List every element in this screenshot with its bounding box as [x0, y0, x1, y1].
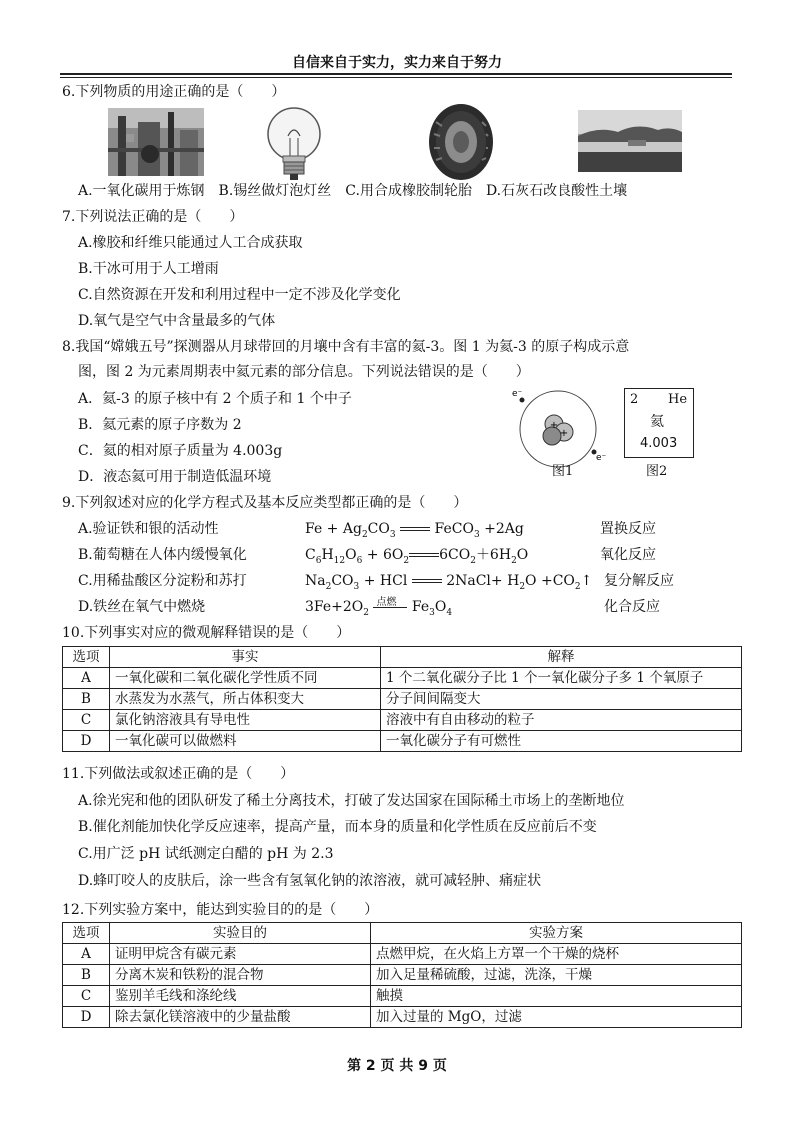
- table-header: 选项: [63, 647, 110, 668]
- blast-furnace-photo: [108, 108, 204, 176]
- q6-stem: 6.下列物质的用途正确的是（ ）: [62, 84, 286, 100]
- table-cell: 触摸: [371, 986, 742, 1007]
- q7-option-d: D.氧气是空气中含量最多的气体: [78, 313, 276, 329]
- table-cell: 一氧化碳和二氧化碳化学性质不同: [110, 668, 381, 689]
- table-cell: 点燃甲烷，在火焰上方罩一个干燥的烧杯: [371, 944, 742, 965]
- electron-label: e⁻: [512, 389, 523, 399]
- table-cell: 溶液中有自由移动的粒子: [381, 710, 742, 731]
- table-row: [63, 944, 742, 965]
- q9-equation-a: $Fe + Ag_2CO_3$ FeCO$_3$ +2Ag: [305, 521, 524, 540]
- table-header: 解释: [381, 647, 742, 668]
- table-cell: B: [63, 965, 110, 986]
- table-row: [63, 689, 742, 710]
- table-row: [63, 965, 742, 986]
- q11-stem: 11.下列做法或叙述正确的是（ ）: [62, 766, 295, 782]
- q9-stem: 9.下列叙述对应的化学方程式及基本反应类型都正确的是（ ）: [62, 495, 468, 511]
- q12-stem: 12.下列实验方案中，能达到实验目的的是（ ）: [62, 902, 379, 918]
- q8-option-c: C．氦的相对原子质量为 4.003g: [78, 443, 283, 459]
- table-cell: C: [63, 710, 110, 731]
- table-cell: 氯化钠溶液具有导电性: [110, 710, 381, 731]
- table-cell: D: [63, 1007, 110, 1028]
- q7-option-c: C.自然资源在开发和利用过程中一定不涉及化学变化: [78, 287, 401, 303]
- table-row: [63, 668, 742, 689]
- page-header: 自信来自于实力，实力来自于努力: [292, 55, 502, 71]
- table-cell: 除去氯化镁溶液中的少量盐酸: [110, 1007, 371, 1028]
- reaction-condition: 点燃: [376, 596, 397, 608]
- table-cell: 1 个二氧化碳分子比 1 个一氧化碳分子多 1 个氧原子: [381, 668, 742, 689]
- element-name: 氦: [650, 414, 664, 430]
- table-header: 事实: [110, 647, 381, 668]
- table-row: [63, 986, 742, 1007]
- fig2-caption: 图2: [646, 464, 668, 479]
- q9-type-c: 复分解反应: [604, 573, 674, 589]
- table-header: 实验方案: [371, 923, 742, 944]
- table-cell: A: [63, 944, 110, 965]
- q6-options: A.一氧化碳用于炼钢 B.锡丝做灯泡灯丝 C.用合成橡胶制轮胎 D.石灰石改良酸性土壤: [78, 183, 628, 199]
- q9-type-a: 置换反应: [600, 521, 656, 537]
- q8-option-a: A．氦-3 的原子核中有 2 个质子和 1 个中子: [78, 391, 352, 407]
- q9-option-d: D.铁丝在氧气中燃烧: [78, 599, 206, 615]
- q9-equation-d: $3Fe+2O_2$ 点燃 $Fe_3O_4$: [305, 597, 452, 623]
- atomic-number: 2: [630, 392, 639, 407]
- q8-stem-line2: 图，图 2 为元素周期表中氦元素的部分信息。下列说法错误的是（ ）: [78, 364, 530, 380]
- q9-type-b: 氧化反应: [600, 547, 656, 563]
- table-header-row: [63, 647, 742, 668]
- q7-option-a: A.橡胶和纤维只能通过人工合成获取: [78, 235, 303, 251]
- q9-equation-c: $Na_2CO_3$ + HCl 2NaCl+ $H_2O$ $+CO_2↑$: [305, 573, 593, 592]
- table-row: [63, 731, 742, 752]
- q9-type-d: 化合反应: [604, 599, 660, 615]
- electron-label: e⁻: [596, 453, 607, 463]
- page-footer: 第 2 页 共 9 页: [347, 1058, 447, 1074]
- fig1-caption: 图1: [552, 464, 574, 479]
- q7-option-b: B.干冰可用于人工增雨: [78, 261, 219, 277]
- table-cell: 分离木炭和铁粉的混合物: [110, 965, 371, 986]
- table-cell: 证明甲烷含有碳元素: [110, 944, 371, 965]
- table-row: [63, 710, 742, 731]
- table-cell: 一氧化碳分子有可燃性: [381, 731, 742, 752]
- header-rule-thin: [60, 77, 732, 78]
- q9-option-b: B.葡萄糖在人体内缓慢氧化: [78, 547, 247, 563]
- q8-option-d: D．液态氦可用于制造低温环境: [78, 469, 272, 485]
- table-cell: 一氧化碳可以做燃料: [110, 731, 381, 752]
- table-row: [63, 1007, 742, 1028]
- q9-equation-b: $C_6H_{12}O_6 + 6O_2$ $6CO_2+6H_2O$: [305, 547, 529, 566]
- table-header: 实验目的: [110, 923, 371, 944]
- table-cell: 水蒸发为水蒸气，所占体积变大: [110, 689, 381, 710]
- landscape-photo: [578, 110, 682, 172]
- q9-option-c: C.用稀盐酸区分淀粉和苏打: [78, 573, 247, 589]
- q12-table: [62, 922, 742, 1028]
- q8-stem-line1: 8.我国“嫦娥五号”探测器从月球带回的月壤中含有丰富的氦-3。图 1 为氦-3 的原子构成示意: [62, 339, 630, 355]
- table-cell: B: [63, 689, 110, 710]
- q11-option-a: A.徐光宪和他的团队研发了稀土分离技术，打破了发达国家在国际稀土市场上的垄断地位: [78, 793, 625, 809]
- q11-option-c: C.用广泛 pH 试纸测定白醋的 pH 为 2.3: [78, 846, 334, 862]
- q10-table: [62, 646, 742, 752]
- table-header-row: [63, 923, 742, 944]
- q11-option-b: B.催化剂能加快化学反应速率，提高产量，而本身的质量和化学性质在反应前后不变: [78, 819, 597, 835]
- atomic-mass: 4.003: [640, 436, 678, 451]
- helium3-atom-diagram: [508, 384, 612, 470]
- q10-stem: 10.下列事实对应的微观解释错误的是（ ）: [62, 625, 351, 641]
- table-cell: A: [63, 668, 110, 689]
- tire-photo: [426, 102, 496, 182]
- element-symbol: He: [668, 392, 688, 407]
- light-bulb-photo: [262, 106, 326, 182]
- q11-option-d: D.蜂叮咬人的皮肤后，涂一些含有氢氧化钠的浓溶液，就可减轻肿、痛症状: [78, 873, 542, 889]
- table-header: 选项: [63, 923, 110, 944]
- table-cell: D: [63, 731, 110, 752]
- q7-stem: 7.下列说法正确的是（ ）: [62, 209, 244, 225]
- q8-option-b: B．氦元素的原子序数为 2: [78, 417, 242, 433]
- proton-sign: +: [549, 420, 559, 431]
- table-cell: 分子间间隔变大: [381, 689, 742, 710]
- table-cell: 加入足量稀硫酸，过滤，洗涤，干燥: [371, 965, 742, 986]
- header-rule: [60, 73, 732, 75]
- proton-sign: +: [559, 428, 569, 439]
- table-cell: 加入过量的 MgO，过滤: [371, 1007, 742, 1028]
- table-cell: C: [63, 986, 110, 1007]
- q9-option-a: A.验证铁和银的活动性: [78, 521, 219, 537]
- table-cell: 鉴别羊毛线和涤纶线: [110, 986, 371, 1007]
